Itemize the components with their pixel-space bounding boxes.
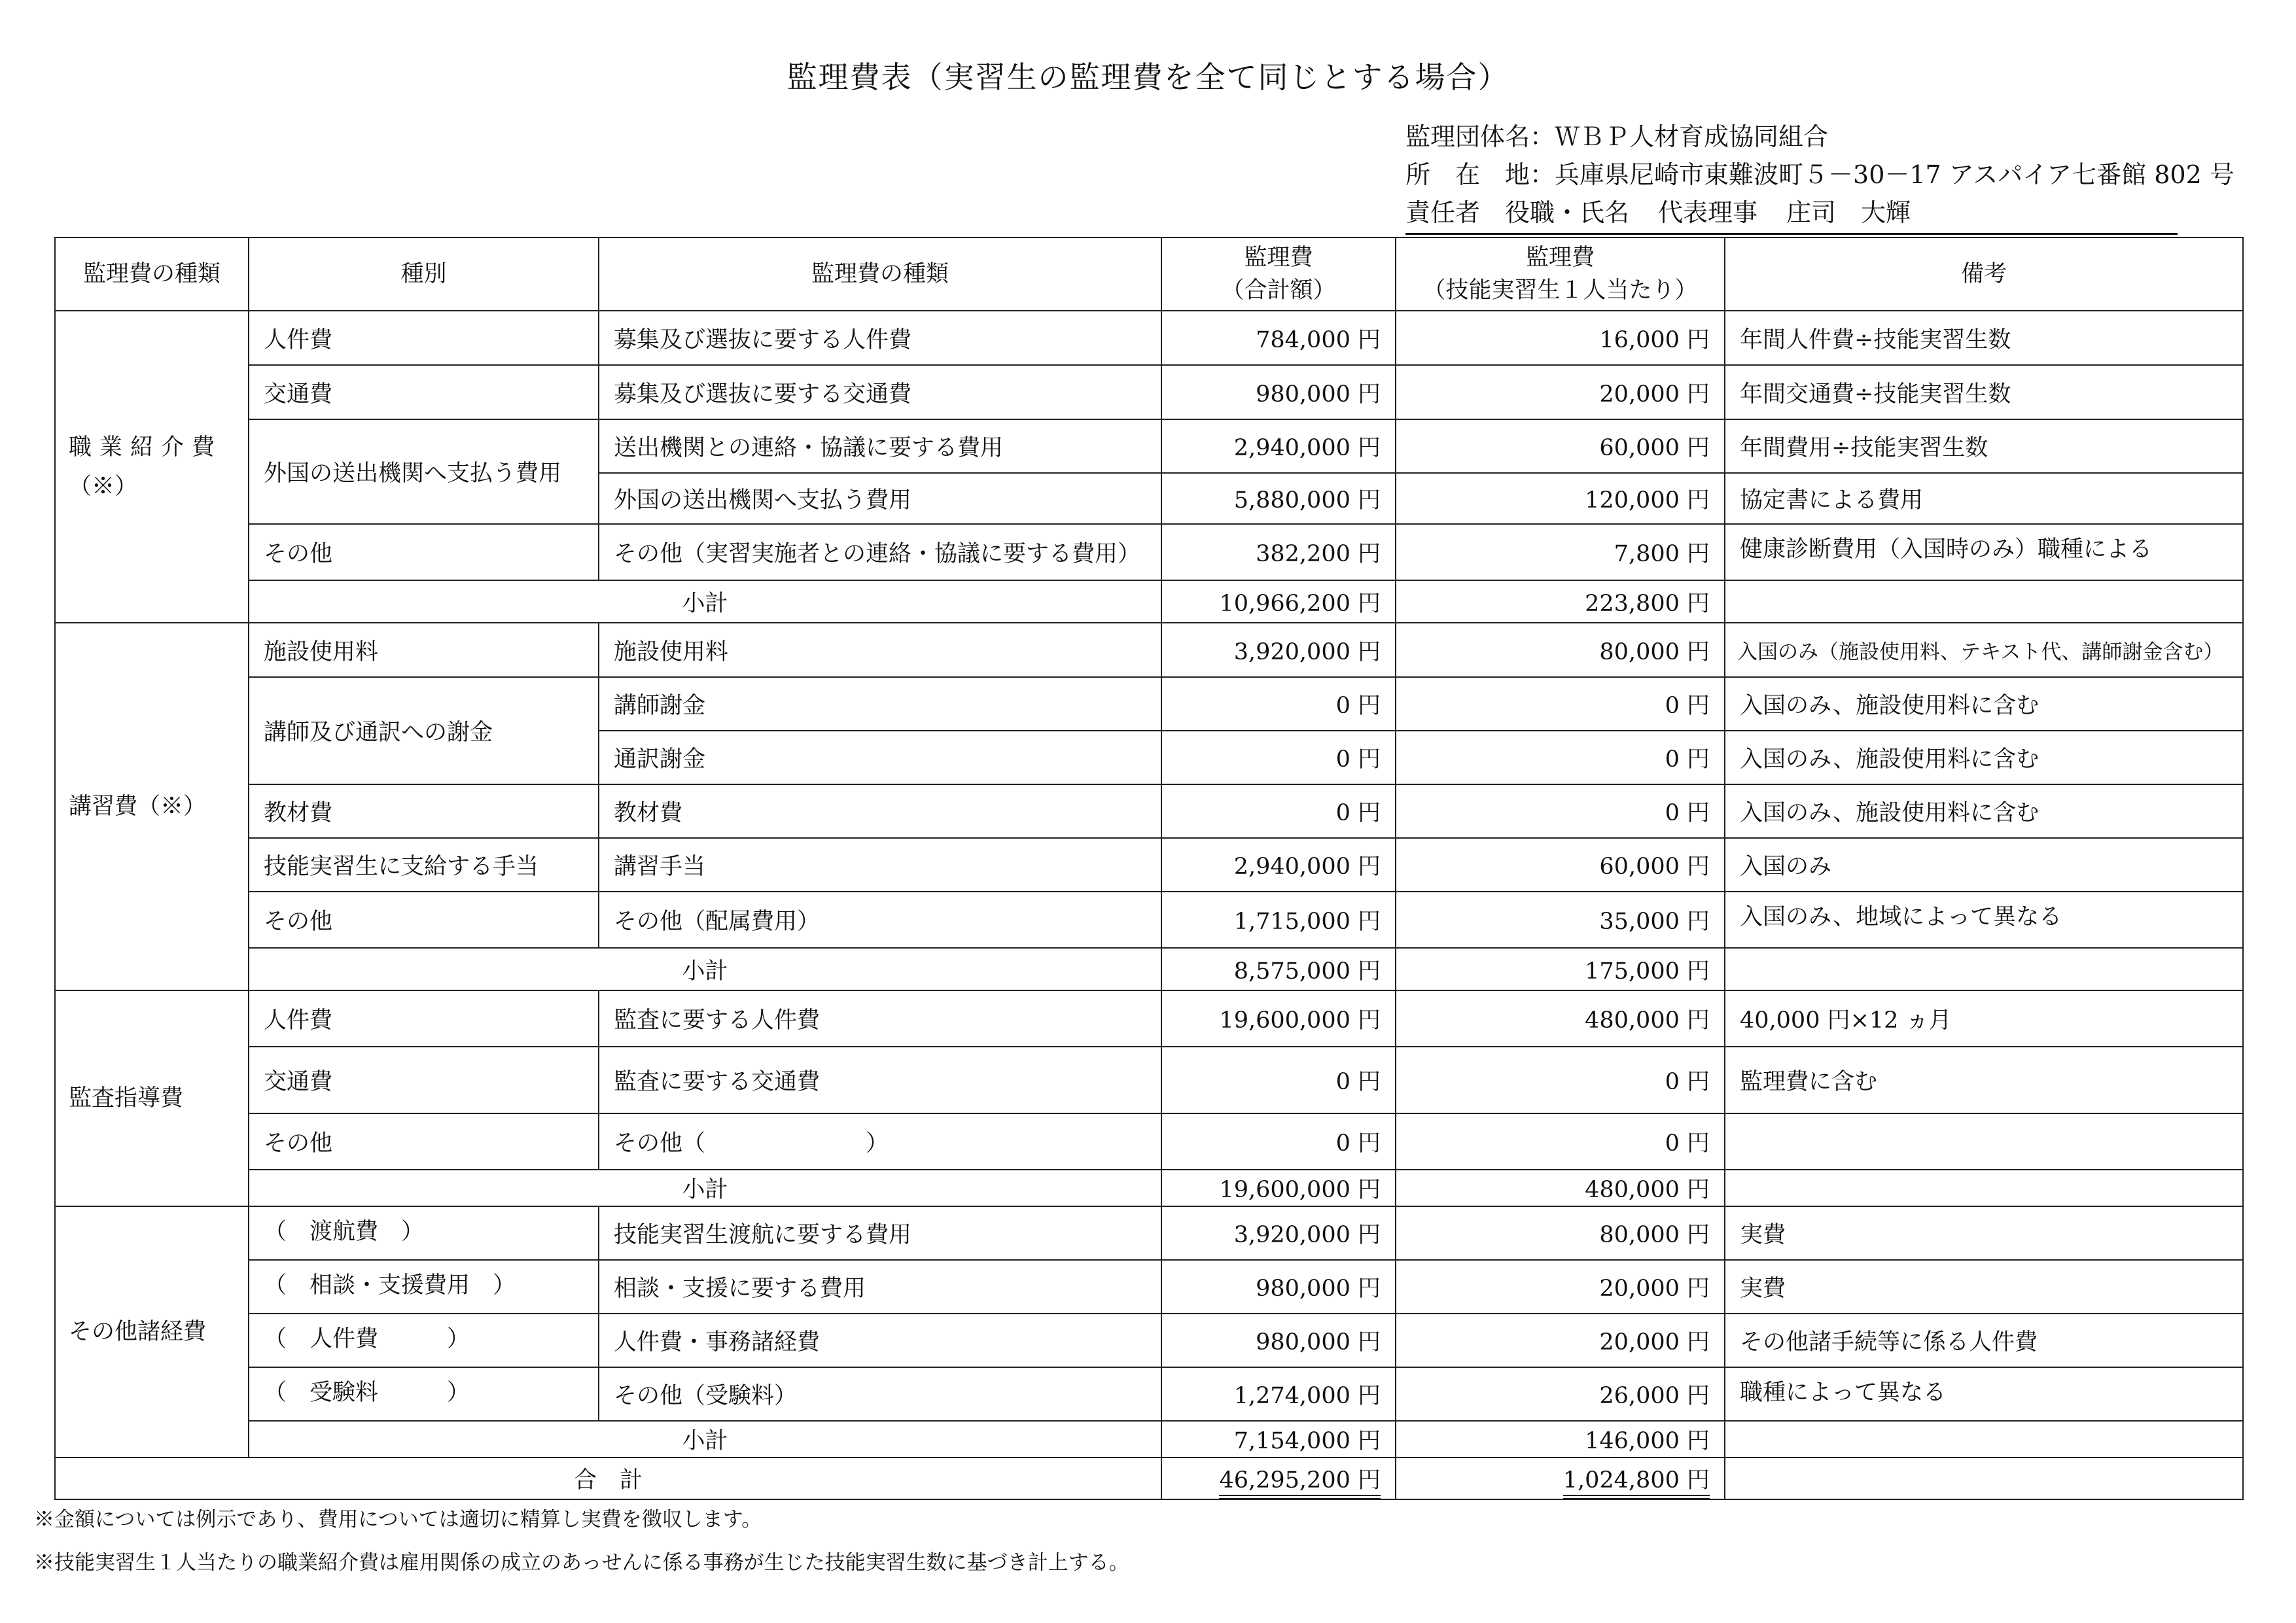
remarks-cell: 年間人件費÷技能実習生数	[1725, 311, 2243, 365]
org-address: 兵庫県尼崎市東難波町５－30－17 アスパイア七番館 802 号	[1555, 160, 2234, 189]
grand-total-remarks	[1725, 1457, 2243, 1499]
total-cell: 980,000 円	[1161, 1260, 1396, 1314]
org-address-label: 所 在 地：	[1405, 160, 1555, 189]
org-name-line	[1405, 118, 2234, 156]
detail-cell: 人件費・事務諸経費	[599, 1314, 1161, 1367]
header-detail: 監理費の種類	[599, 237, 1161, 311]
subtotal-row	[55, 948, 2243, 990]
section-label-audit-fee: 監査指導費	[55, 990, 249, 1206]
per-trainee-cell: 16,000 円	[1396, 311, 1725, 365]
type-cell: （ 相談・支援費用 ）	[249, 1260, 599, 1314]
detail-cell: 講師謝金	[599, 677, 1161, 731]
total-cell: 0 円	[1161, 731, 1396, 784]
subtotal-per-trainee: 175,000 円	[1396, 948, 1725, 990]
total-cell: 980,000 円	[1161, 1314, 1396, 1367]
fee-table	[54, 237, 2244, 1500]
org-rep-name: 庄司 大輝	[1786, 198, 1911, 227]
per-trainee-cell: 26,000 円	[1396, 1367, 1725, 1421]
detail-cell: 講習手当	[599, 838, 1161, 892]
header-total: 監理費 （合計額）	[1161, 237, 1396, 311]
header-type: 種別	[249, 237, 599, 311]
detail-cell: その他（配属費用）	[599, 892, 1161, 948]
footnote: ※金額については例示であり、費用については適切に精算し実費を徴収します。	[34, 1508, 762, 1531]
section-label-training-fee: 講習費（※）	[55, 623, 249, 990]
org-name-label: 監理団体名：	[1405, 122, 1555, 151]
total-cell: 1,274,000 円	[1161, 1367, 1396, 1421]
remarks-cell: その他諸手続等に係る人件費	[1725, 1314, 2243, 1367]
total-cell: 3,920,000 円	[1161, 1206, 1396, 1260]
per-trainee-cell: 80,000 円	[1396, 623, 1725, 677]
subtotal-label: 小計	[249, 1421, 1161, 1457]
type-cell: 講師及び通訳への謝金	[249, 677, 599, 784]
table-row	[55, 1113, 2243, 1170]
per-trainee-cell: 0 円	[1396, 677, 1725, 731]
subtotal-label: 小計	[249, 948, 1161, 990]
table-row	[55, 1206, 2243, 1260]
per-trainee-cell: 80,000 円	[1396, 1206, 1725, 1260]
table-row	[55, 623, 2243, 677]
remarks-cell: 入国のみ（施設使用料、テキスト代、講師謝金含む）	[1725, 623, 2243, 677]
type-cell: その他	[249, 1113, 599, 1170]
per-trainee-cell: 0 円	[1396, 1047, 1725, 1113]
type-cell: 人件費	[249, 990, 599, 1047]
header-remarks: 備考	[1725, 237, 2243, 311]
table-row	[55, 1314, 2243, 1367]
subtotal-per-trainee: 223,800 円	[1396, 580, 1725, 623]
detail-cell: その他（受験料）	[599, 1367, 1161, 1421]
subtotal-total: 10,966,200 円	[1161, 580, 1396, 623]
type-cell: 外国の送出機関へ支払う費用	[249, 419, 599, 524]
detail-cell: 監査に要する交通費	[599, 1047, 1161, 1113]
total-cell: 784,000 円	[1161, 311, 1396, 365]
total-cell: 19,600,000 円	[1161, 990, 1396, 1047]
detail-cell: その他（実習実施者との連絡・協議に要する費用）	[599, 524, 1161, 580]
subtotal-per-trainee: 146,000 円	[1396, 1421, 1725, 1457]
remarks-cell: 年間費用÷技能実習生数	[1725, 419, 2243, 473]
table-row	[55, 524, 2243, 580]
subtotal-remarks	[1725, 948, 2243, 990]
subtotal-total: 8,575,000 円	[1161, 948, 1396, 990]
table-row	[55, 1260, 2243, 1314]
per-trainee-cell: 0 円	[1396, 1113, 1725, 1170]
remarks-cell: 職種によって異なる	[1725, 1367, 2243, 1421]
footnote: ※技能実習生１人当たりの職業紹介費は雇用関係の成立のあっせんに係る事務が生じた技能実習生数に基づき計上する。	[34, 1551, 1129, 1575]
remarks-cell: 入国のみ、地域によって異なる	[1725, 892, 2243, 948]
subtotal-row	[55, 1170, 2243, 1206]
per-trainee-cell: 60,000 円	[1396, 838, 1725, 892]
per-trainee-cell: 20,000 円	[1396, 1314, 1725, 1367]
grand-total-total: 46,295,200 円	[1161, 1457, 1396, 1499]
type-cell: 交通費	[249, 1047, 599, 1113]
type-cell: 教材費	[249, 784, 599, 838]
remarks-cell: 40,000 円×12 ヵ月	[1725, 990, 2243, 1047]
detail-cell: 募集及び選抜に要する人件費	[599, 311, 1161, 365]
per-trainee-cell: 0 円	[1396, 731, 1725, 784]
total-cell: 2,940,000 円	[1161, 419, 1396, 473]
type-cell: 技能実習生に支給する手当	[249, 838, 599, 892]
per-trainee-cell: 7,800 円	[1396, 524, 1725, 580]
detail-cell: 相談・支援に要する費用	[599, 1260, 1161, 1314]
remarks-cell: 入国のみ、施設使用料に含む	[1725, 784, 2243, 838]
remarks-cell: 実費	[1725, 1260, 2243, 1314]
remarks-cell: 入国のみ、施設使用料に含む	[1725, 677, 2243, 731]
detail-cell: 施設使用料	[599, 623, 1161, 677]
table-row	[55, 784, 2243, 838]
section-label-placement-fee: 職業紹介費 （※）	[55, 311, 249, 623]
header-category: 監理費の種類	[55, 237, 249, 311]
total-cell: 1,715,000 円	[1161, 892, 1396, 948]
remarks-cell: 実費	[1725, 1206, 2243, 1260]
grand-total-per-trainee: 1,024,800 円	[1396, 1457, 1725, 1499]
detail-cell: 技能実習生渡航に要する費用	[599, 1206, 1161, 1260]
per-trainee-cell: 120,000 円	[1396, 473, 1725, 524]
subtotal-per-trainee: 480,000 円	[1396, 1170, 1725, 1206]
subtotal-total: 7,154,000 円	[1161, 1421, 1396, 1457]
table-row	[55, 990, 2243, 1047]
subtotal-row	[55, 1421, 2243, 1457]
subtotal-remarks	[1725, 1170, 2243, 1206]
subtotal-remarks	[1725, 580, 2243, 623]
detail-cell: 通訳謝金	[599, 731, 1161, 784]
remarks-cell: 年間交通費÷技能実習生数	[1725, 365, 2243, 419]
total-cell: 5,880,000 円	[1161, 473, 1396, 524]
total-cell: 2,940,000 円	[1161, 838, 1396, 892]
remarks-cell: 入国のみ	[1725, 838, 2243, 892]
document-title: 監理費表（実習生の監理費を全て同じとする場合）	[786, 60, 1510, 95]
table-row	[55, 892, 2243, 948]
type-cell: 人件費	[249, 311, 599, 365]
subtotal-label: 小計	[249, 1170, 1161, 1206]
header-per-trainee: 監理費 （技能実習生１人当たり）	[1396, 237, 1725, 311]
total-cell: 0 円	[1161, 1113, 1396, 1170]
remarks-cell	[1725, 1113, 2243, 1170]
per-trainee-cell: 20,000 円	[1396, 365, 1725, 419]
type-cell: その他	[249, 524, 599, 580]
detail-cell: 外国の送出機関へ支払う費用	[599, 473, 1161, 524]
subtotal-row	[55, 580, 2243, 623]
detail-cell: その他（ ）	[599, 1113, 1161, 1170]
grand-total-row	[55, 1457, 2243, 1499]
type-cell: （ 人件費 ）	[249, 1314, 599, 1367]
org-rep-title: 代表理事	[1658, 198, 1758, 227]
type-cell: 施設使用料	[249, 623, 599, 677]
table-row	[55, 365, 2243, 419]
type-cell: （ 渡航費 ）	[249, 1206, 599, 1260]
total-cell: 382,200 円	[1161, 524, 1396, 580]
per-trainee-cell: 0 円	[1396, 784, 1725, 838]
subtotal-total: 19,600,000 円	[1161, 1170, 1396, 1206]
remarks-cell: 入国のみ、施設使用料に含む	[1725, 731, 2243, 784]
total-cell: 0 円	[1161, 677, 1396, 731]
section-label-misc-expenses: その他諸経費	[55, 1206, 249, 1457]
type-cell: 交通費	[249, 365, 599, 419]
grand-total-label: 合 計	[55, 1457, 1161, 1499]
per-trainee-cell: 60,000 円	[1396, 419, 1725, 473]
subtotal-label: 小計	[249, 580, 1161, 623]
detail-cell: 送出機関との連絡・協議に要する費用	[599, 419, 1161, 473]
type-cell: （ 受験料 ）	[249, 1367, 599, 1421]
org-representative-line	[1405, 194, 2178, 235]
total-cell: 3,920,000 円	[1161, 623, 1396, 677]
footnotes	[34, 1498, 1129, 1584]
table-row	[55, 419, 2243, 473]
remarks-cell: 健康診断費用（入国時のみ）職種による	[1725, 524, 2243, 580]
detail-cell: 監査に要する人件費	[599, 990, 1161, 1047]
header-row	[55, 237, 2243, 311]
type-cell: その他	[249, 892, 599, 948]
org-rep-label: 責任者 役職・氏名	[1405, 198, 1630, 227]
detail-cell: 教材費	[599, 784, 1161, 838]
table-row	[55, 677, 2243, 731]
total-cell: 980,000 円	[1161, 365, 1396, 419]
total-cell: 0 円	[1161, 784, 1396, 838]
detail-cell: 募集及び選抜に要する交通費	[599, 365, 1161, 419]
table-row	[55, 1367, 2243, 1421]
per-trainee-cell: 35,000 円	[1396, 892, 1725, 948]
remarks-cell: 協定書による費用	[1725, 473, 2243, 524]
organization-info	[1405, 118, 2234, 235]
org-address-line	[1405, 156, 2234, 194]
table-row	[55, 1047, 2243, 1113]
remarks-cell: 監理費に含む	[1725, 1047, 2243, 1113]
table-row	[55, 311, 2243, 365]
table-row	[55, 838, 2243, 892]
per-trainee-cell: 480,000 円	[1396, 990, 1725, 1047]
per-trainee-cell: 20,000 円	[1396, 1260, 1725, 1314]
org-name: ＷＢＰ人材育成協同組合	[1555, 122, 1829, 151]
subtotal-remarks	[1725, 1421, 2243, 1457]
total-cell: 0 円	[1161, 1047, 1396, 1113]
